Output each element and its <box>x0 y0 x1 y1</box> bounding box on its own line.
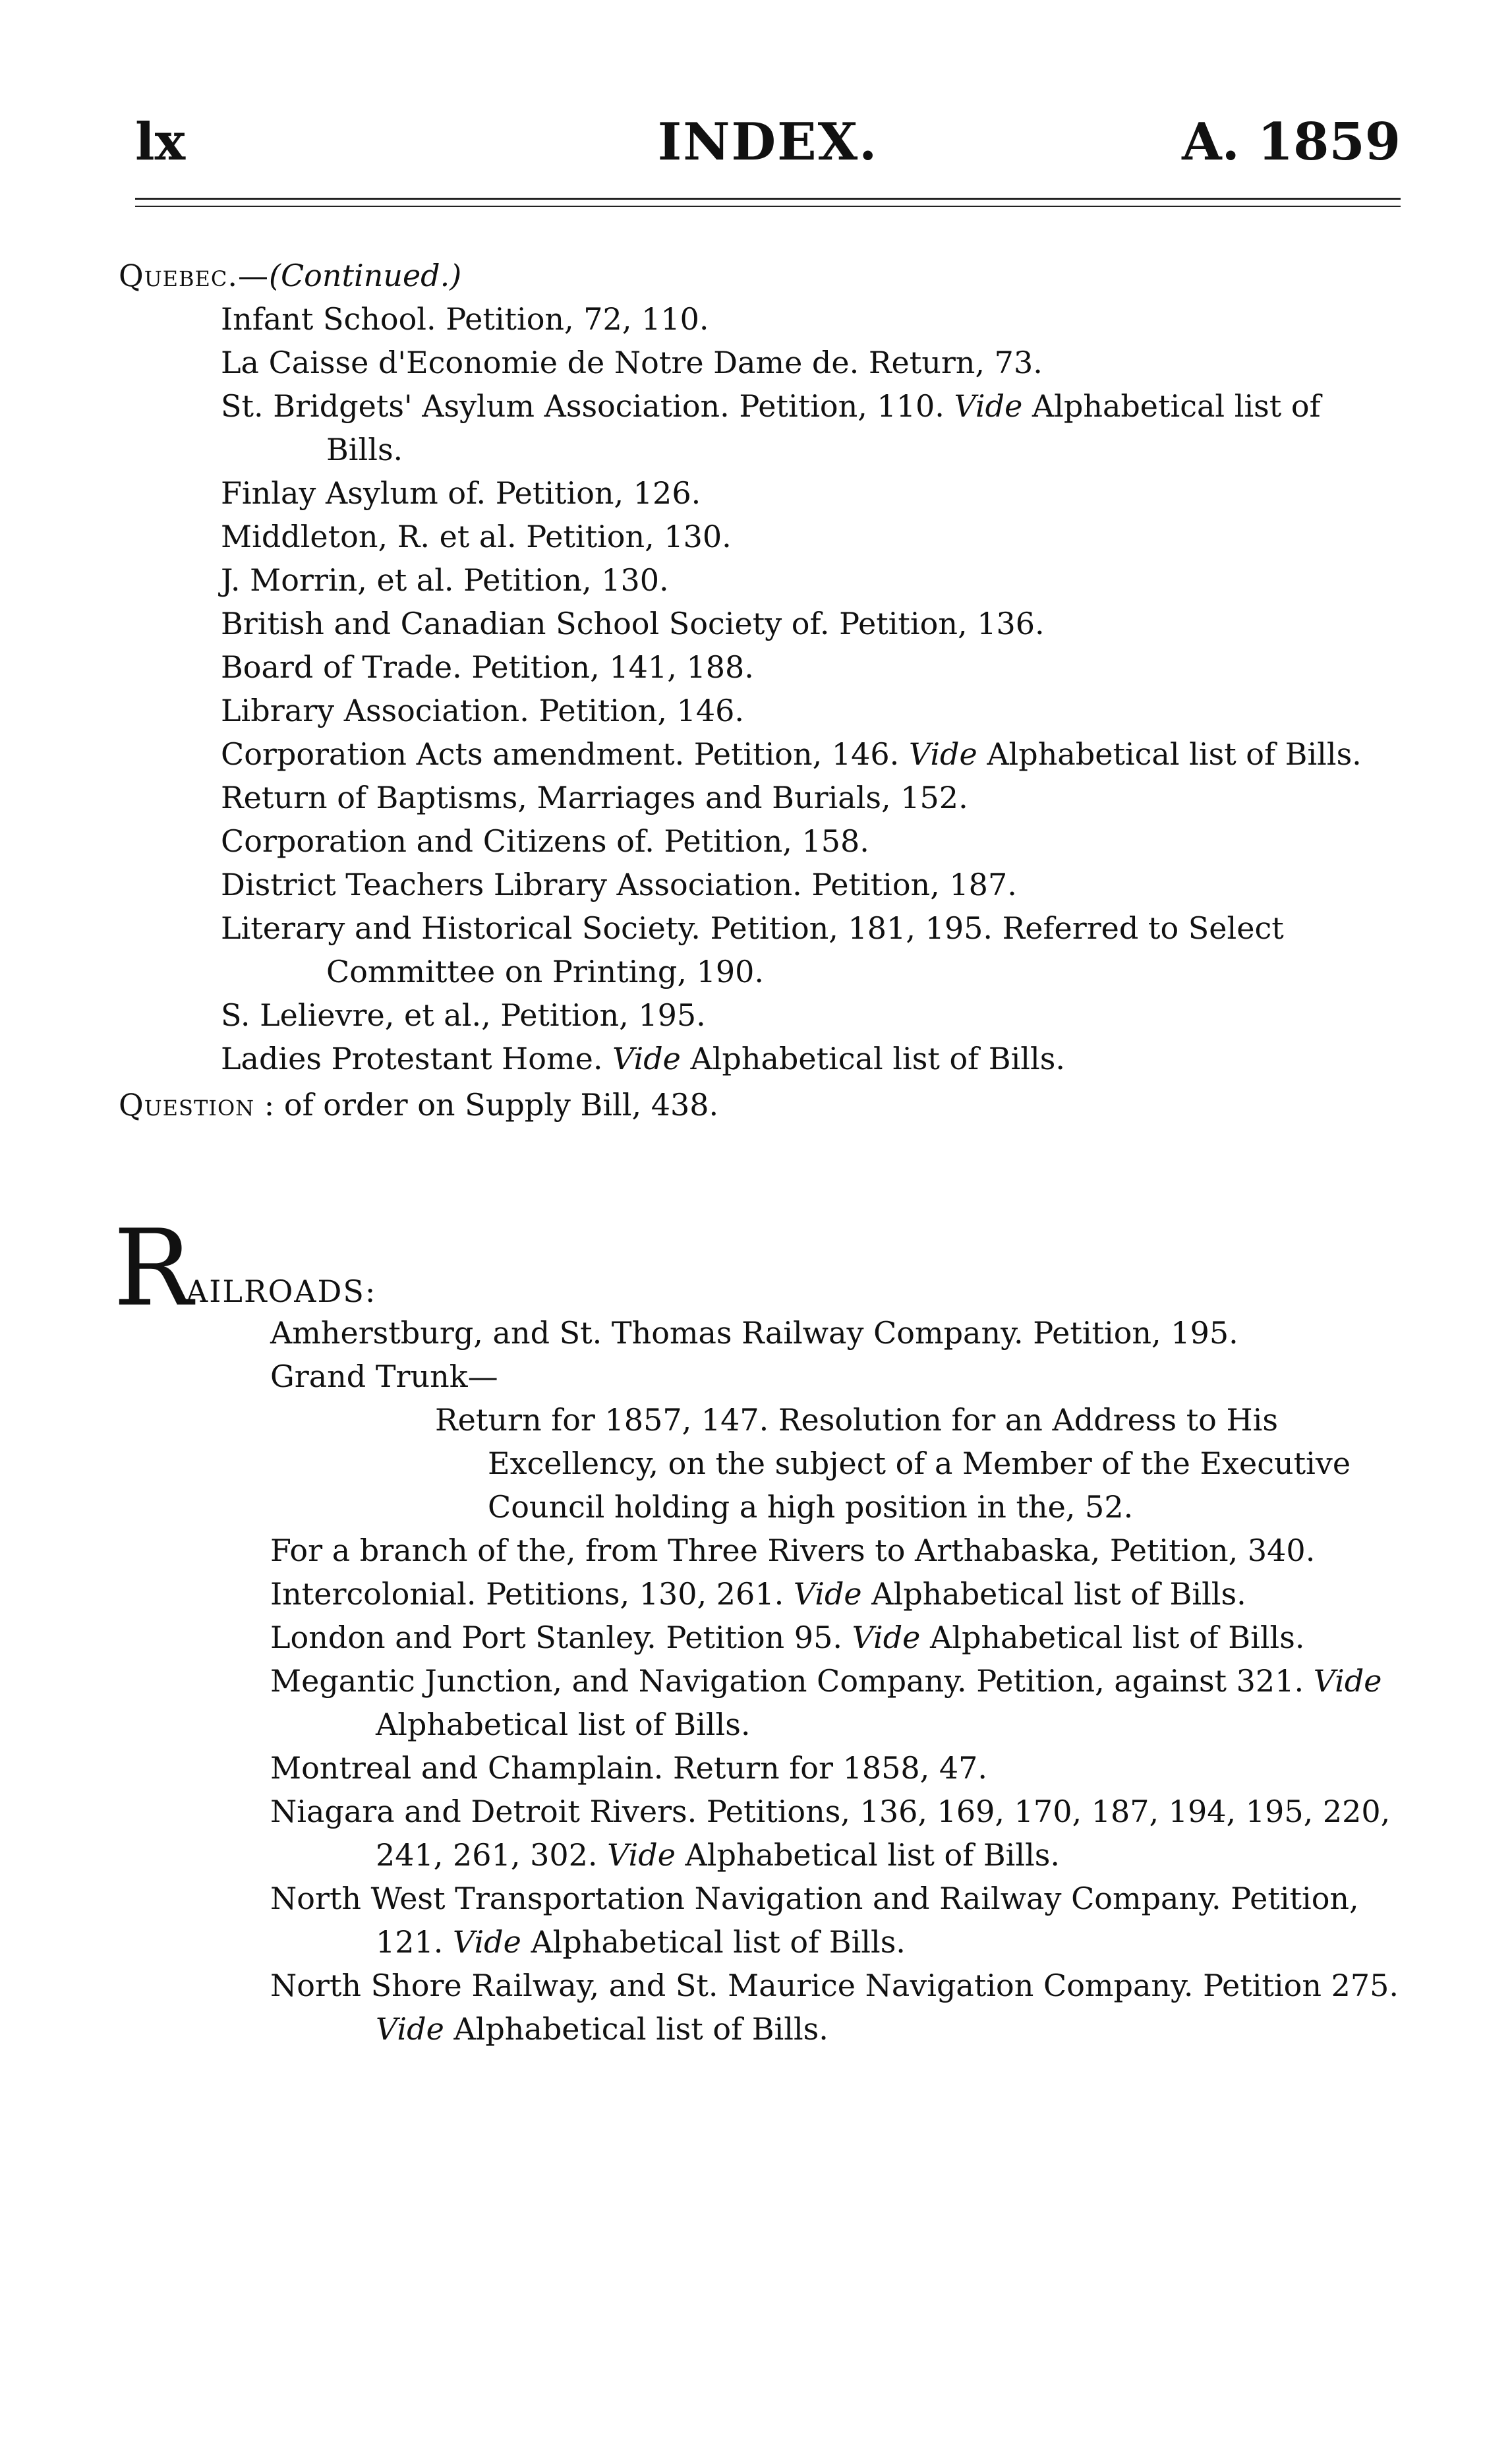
header-rule-top <box>135 198 1401 200</box>
entry-text-after: Alphabetical list of Bills. <box>326 388 1321 467</box>
index-entry <box>119 1790 1404 1877</box>
index-entry <box>119 819 1404 863</box>
question-text: : of order on Supply Bill, 438. <box>254 1087 719 1123</box>
index-entry <box>119 297 1404 341</box>
entry-text: Ladies Protestant Home. <box>221 1041 613 1076</box>
entry-text: Amherstburg, and St. Thomas Railway Company. Petition, 195. <box>270 1315 1238 1351</box>
entry-text: Megantic Junction, and Navigation Company. Petition, against 321. <box>270 1663 1314 1699</box>
index-entry <box>119 906 1404 993</box>
index-entry <box>119 1398 1404 1529</box>
entry-text-after: Alphabetical list of Bills. <box>977 736 1362 772</box>
entry-text: St. Bridgets' Asylum Association. Petition, 110. <box>221 388 954 424</box>
header-rule-bottom <box>135 206 1401 207</box>
page-year: A. 1859 <box>1182 112 1401 172</box>
entry-text: British and Canadian School Society of. Petition, 136. <box>221 606 1045 641</box>
page-title: INDEX. <box>657 112 879 172</box>
entry-text: London and Port Stanley. Petition 95. <box>270 1620 852 1655</box>
index-entry <box>119 1311 1404 1355</box>
index-entry <box>119 689 1404 732</box>
entry-text: Grand Trunk— <box>270 1359 498 1394</box>
index-entry <box>119 558 1404 602</box>
railroads-title: AILROADS: <box>186 1274 377 1309</box>
entry-text: For a branch of the, from Three Rivers to Arthabaska, Petition, 340. <box>270 1533 1316 1568</box>
question-entry <box>119 1083 1404 1127</box>
question-heading: Question <box>119 1087 255 1123</box>
entry-text: Corporation Acts amendment. Petition, 146. <box>221 736 909 772</box>
index-entry <box>119 1616 1404 1659</box>
entry-text: North West Transportation Navigation and Railway Company. Petition, 121. <box>270 1881 1359 1960</box>
vide-reference: Vide <box>376 2011 444 2047</box>
vide-reference: Vide <box>954 388 1023 424</box>
vide-reference: Vide <box>793 1576 862 1612</box>
entry-text: Infant School. Petition, 72, 110. <box>221 301 709 337</box>
entry-text-after: Alphabetical list of Bills. <box>680 1041 1065 1076</box>
entry-text: Return of Baptisms, Marriages and Burials, 152. <box>221 780 968 815</box>
entry-text-after: Alphabetical list of Bills. <box>861 1576 1246 1612</box>
entry-text: Literary and Historical Society. Petition, 181, 195. Referred to Select Committee on Printing, 190. <box>221 910 1284 989</box>
entry-text: Niagara and Detroit Rivers. Petitions, 136, 169, 170, 187, 194, 195, 220, 241, 261, 302. <box>270 1794 1391 1873</box>
vide-reference: Vide <box>453 1924 521 1960</box>
railroads-heading <box>113 1206 1404 1330</box>
index-entry <box>119 732 1404 776</box>
entry-text: Return for 1857, 147. Resolution for an Address to His Excellency, on the subject of a Member of the Executive Council holding a high position in the, 52. <box>435 1402 1351 1525</box>
vide-reference: Vide <box>612 1041 681 1076</box>
entry-text: La Caisse d'Economie de Notre Dame de. Return, 73. <box>221 345 1043 380</box>
index-entry <box>119 776 1404 819</box>
entry-text: S. Lelievre, et al., Petition, 195. <box>221 997 706 1033</box>
drop-cap: R <box>113 1206 193 1330</box>
entry-text: Finlay Asylum of. Petition, 126. <box>221 475 701 511</box>
entry-text: Corporation and Citizens of. Petition, 158. <box>221 823 869 859</box>
index-entry <box>119 1964 1404 2051</box>
index-entry <box>119 1659 1404 1746</box>
index-entry <box>119 863 1404 906</box>
entry-text: Board of Trade. Petition, 141, 188. <box>221 649 754 685</box>
index-entry <box>119 471 1404 515</box>
index-entry <box>119 993 1404 1037</box>
entry-text: North Shore Railway, and St. Maurice Navigation Company. Petition 275. <box>270 1968 1399 2003</box>
vide-reference: Vide <box>1313 1663 1382 1699</box>
index-body <box>113 254 1404 2051</box>
index-entry <box>119 1877 1404 1964</box>
index-entry <box>119 1355 1404 1398</box>
index-entry <box>119 515 1404 558</box>
entry-text: Library Association. Petition, 146. <box>221 693 744 728</box>
index-entry <box>119 384 1404 471</box>
entry-text-after: Alphabetical list of Bills. <box>675 1837 1061 1873</box>
index-entry <box>119 602 1404 645</box>
index-entry <box>119 1529 1404 1572</box>
entry-text-after: Alphabetical list of Bills. <box>920 1620 1305 1655</box>
section-heading-label: Quebec.— <box>119 258 270 293</box>
section-heading <box>119 254 1404 297</box>
entry-text-after: Alphabetical list of Bills. <box>376 1707 751 1742</box>
page-number: lx <box>135 112 186 172</box>
entry-text-after: Alphabetical list of Bills. <box>521 1924 906 1960</box>
index-entry <box>119 1572 1404 1616</box>
entry-text: Intercolonial. Petitions, 130, 261. <box>270 1576 794 1612</box>
section-heading-continued: (Continued.) <box>269 258 462 293</box>
vide-reference: Vide <box>908 736 977 772</box>
entry-text: J. Morrin, et al. Petition, 130. <box>221 562 669 598</box>
vide-reference: Vide <box>852 1620 921 1655</box>
entry-text: District Teachers Library Association. Petition, 187. <box>221 867 1017 902</box>
vide-reference: Vide <box>607 1837 676 1873</box>
index-entry <box>119 1037 1404 1080</box>
index-entry <box>119 645 1404 689</box>
entry-text-after: Alphabetical list of Bills. <box>444 2011 829 2047</box>
section-railroads <box>113 1206 1404 2051</box>
entry-text: Middleton, R. et al. Petition, 130. <box>221 519 732 554</box>
entry-text: Montreal and Champlain. Return for 1858, 47. <box>270 1750 988 1786</box>
page-header <box>135 112 1401 185</box>
index-entry <box>119 1746 1404 1790</box>
section-quebec <box>119 254 1404 1127</box>
index-entry <box>119 341 1404 384</box>
